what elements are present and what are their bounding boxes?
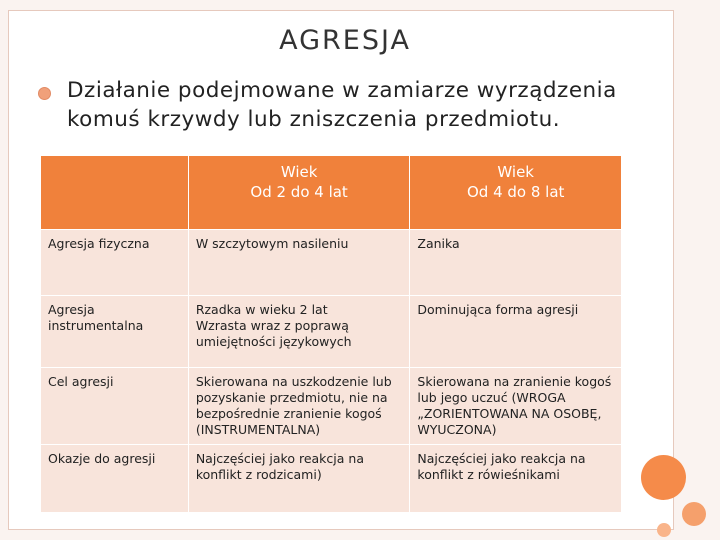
slide-title: AGRESJA — [279, 25, 411, 56]
cell-age-4-8: Zanika — [410, 230, 622, 296]
row-label: Agresja instrumentalna — [41, 296, 189, 368]
decorative-circle-medium — [682, 502, 706, 526]
header-age-4-8: Wiek Od 4 do 8 lat — [410, 156, 622, 230]
row-label: Okazje do agresji — [41, 445, 189, 513]
table-row — [41, 445, 622, 513]
row-label: Agresja fizyczna — [41, 230, 189, 296]
table-row — [41, 368, 622, 445]
cell-age-2-4: Rzadka w wieku 2 lat Wzrasta wraz z poprawą umiejętności językowych — [188, 296, 410, 368]
aggression-table — [40, 155, 622, 513]
table-row — [41, 296, 622, 368]
header-empty — [41, 156, 189, 230]
decorative-circle-small — [657, 523, 671, 537]
cell-age-4-8: Najczęściej jako reakcja na konflikt z rówieśnikami — [410, 445, 622, 513]
bullet-icon — [38, 87, 51, 100]
cell-age-2-4: Skierowana na uszkodzenie lub pozyskanie przedmiotu, nie na bezpośrednie zranienie kogoś (INSTRUMENTALNA) — [188, 368, 410, 445]
cell-age-4-8: Skierowana na zranienie kogoś lub jego uczuć (WROGA „ZORIENTOWANA NA OSOBĘ, WYUCZONA) — [410, 368, 622, 445]
table-header-row — [41, 156, 622, 230]
table-row — [41, 230, 622, 296]
row-label: Cel agresji — [41, 368, 189, 445]
cell-age-4-8: Dominująca forma agresji — [410, 296, 622, 368]
cell-age-2-4: W szczytowym nasileniu — [188, 230, 410, 296]
header-age-2-4: Wiek Od 2 do 4 lat — [188, 156, 410, 230]
bullet-text: Działanie podejmowane w zamiarze wyrządzenia komuś krzywdy lub zniszczenia przedmiotu. — [67, 78, 617, 132]
cell-age-2-4: Najczęściej jako reakcja na konflikt z rodzicami) — [188, 445, 410, 513]
decorative-circle-large — [641, 455, 686, 500]
bullet-point — [38, 76, 638, 134]
